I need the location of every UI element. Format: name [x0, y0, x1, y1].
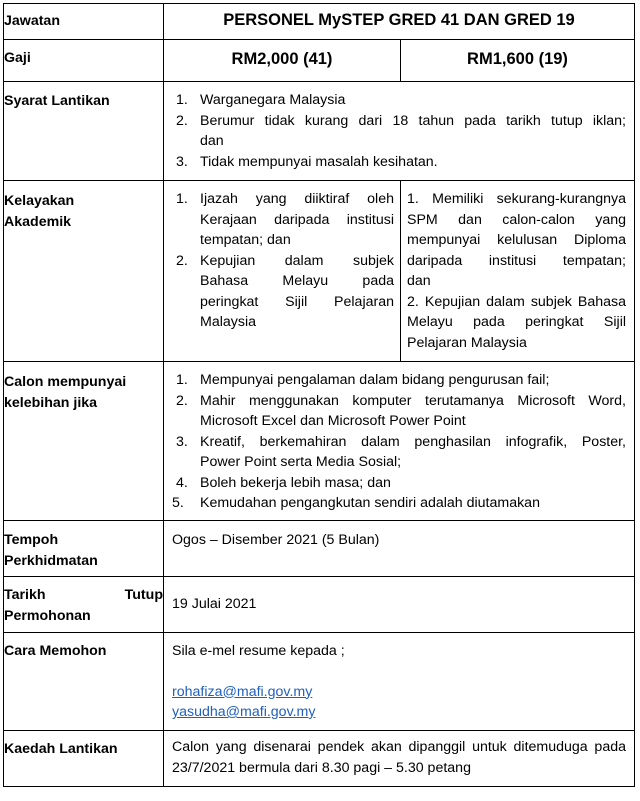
cara-intro: Sila e-mel resume kepada ;	[172, 643, 345, 659]
list-item: 5. Kemudahan pengangkutan sendiri adalah diutamakan	[172, 495, 540, 511]
list-item: 3. Tidak mempunyai masalah kesihatan.	[176, 153, 438, 170]
tempoh-value: Ogos – Disember 2021 (5 Bulan)	[164, 521, 635, 577]
kelayakan-gred-41	[164, 181, 401, 362]
kelayakan-gred-19: 1. Memiliki sekurang-kurangnya SPM dan calon-calon yang mempunyai kelulusan Diploma daripada institusi tempatan; dan 2. Kepujian dalam subjek Bahasa Melayu pada peringkat Sijil Pelajaran Malaysia	[401, 181, 635, 362]
row-cara-memohon	[4, 633, 635, 731]
email-link-rohafiza[interactable]: rohafiza@mafi.gov.my	[172, 683, 313, 700]
kelayakan-41-list	[176, 189, 394, 333]
salary-gred-19: RM1,600 (19)	[401, 40, 635, 82]
row-kaedah-lantikan	[4, 731, 635, 787]
list-item: 1. Mempunyai pengalaman dalam bidang pengurusan fail;	[176, 372, 550, 388]
label-tarikh-tutup: Tarikh Tutup Permohonan	[4, 577, 164, 633]
row-gaji	[4, 40, 635, 82]
kaedah-lantikan-cell: Calon yang disenarai pendek akan dipanggil untuk ditemuduga pada 23/7/2021 bermula dari 8.30 pagi – 5.30 petang	[164, 731, 635, 787]
kelebihan-cell	[164, 362, 635, 521]
label-tempoh: Tempoh Perkhidmatan	[4, 521, 164, 577]
row-kelebihan	[4, 362, 635, 521]
label-kelebihan: Calon mempunyai kelebihan jika	[4, 362, 164, 521]
row-tempoh	[4, 521, 635, 577]
row-syarat-lantikan	[4, 82, 635, 181]
tarikh-tutup-value: 19 Julai 2021	[164, 577, 635, 633]
list-item: 2. Berumur tidak kurang dari 18 tahun pada tarikh tutup iklan; dan	[176, 112, 626, 149]
syarat-lantikan-cell	[164, 82, 635, 181]
row-jawatan	[4, 4, 635, 40]
cara-memohon-cell	[164, 633, 635, 731]
syarat-list	[176, 90, 626, 172]
email-link-yasudha[interactable]: yasudha@mafi.gov.my	[172, 704, 316, 720]
label-syarat-lantikan: Syarat Lantikan	[4, 82, 164, 181]
label-gaji: Gaji	[4, 40, 164, 82]
label-kaedah-lantikan: Kaedah Lantikan	[4, 731, 164, 787]
list-item: 2. Kepujian dalam subjek Bahasa Melayu pada peringkat Sijil Pelajaran Malaysia	[176, 252, 394, 330]
list-item: 4. Boleh bekerja lebih masa; dan	[176, 474, 391, 491]
salary-gred-41: RM2,000 (41)	[164, 40, 401, 82]
label-cara-memohon: Cara Memohon	[4, 633, 164, 731]
job-advert-table	[3, 3, 635, 787]
list-item: 1. Warganegara Malaysia	[176, 92, 346, 108]
label-kelayakan-akademik: Kelayakan Akademik	[4, 181, 164, 362]
row-tarikh-tutup	[4, 577, 635, 633]
list-item: 3. Kreatif, berkemahiran dalam penghasilan infografik, Poster, Power Point serta Media Sosial;	[176, 433, 626, 470]
list-item: 2. Mahir menggunakan komputer terutamanya Microsoft Word, Microsoft Excel dan Microsoft Power Point	[176, 392, 626, 429]
kelebihan-list	[172, 370, 626, 514]
list-item: 1. Ijazah yang diiktiraf oleh Kerajaan daripada institusi tempatan; dan	[176, 191, 394, 248]
row-kelayakan-akademik	[4, 181, 635, 362]
position-title: PERSONEL MySTEP GRED 41 DAN GRED 19	[164, 4, 635, 40]
label-jawatan: Jawatan	[4, 4, 164, 40]
